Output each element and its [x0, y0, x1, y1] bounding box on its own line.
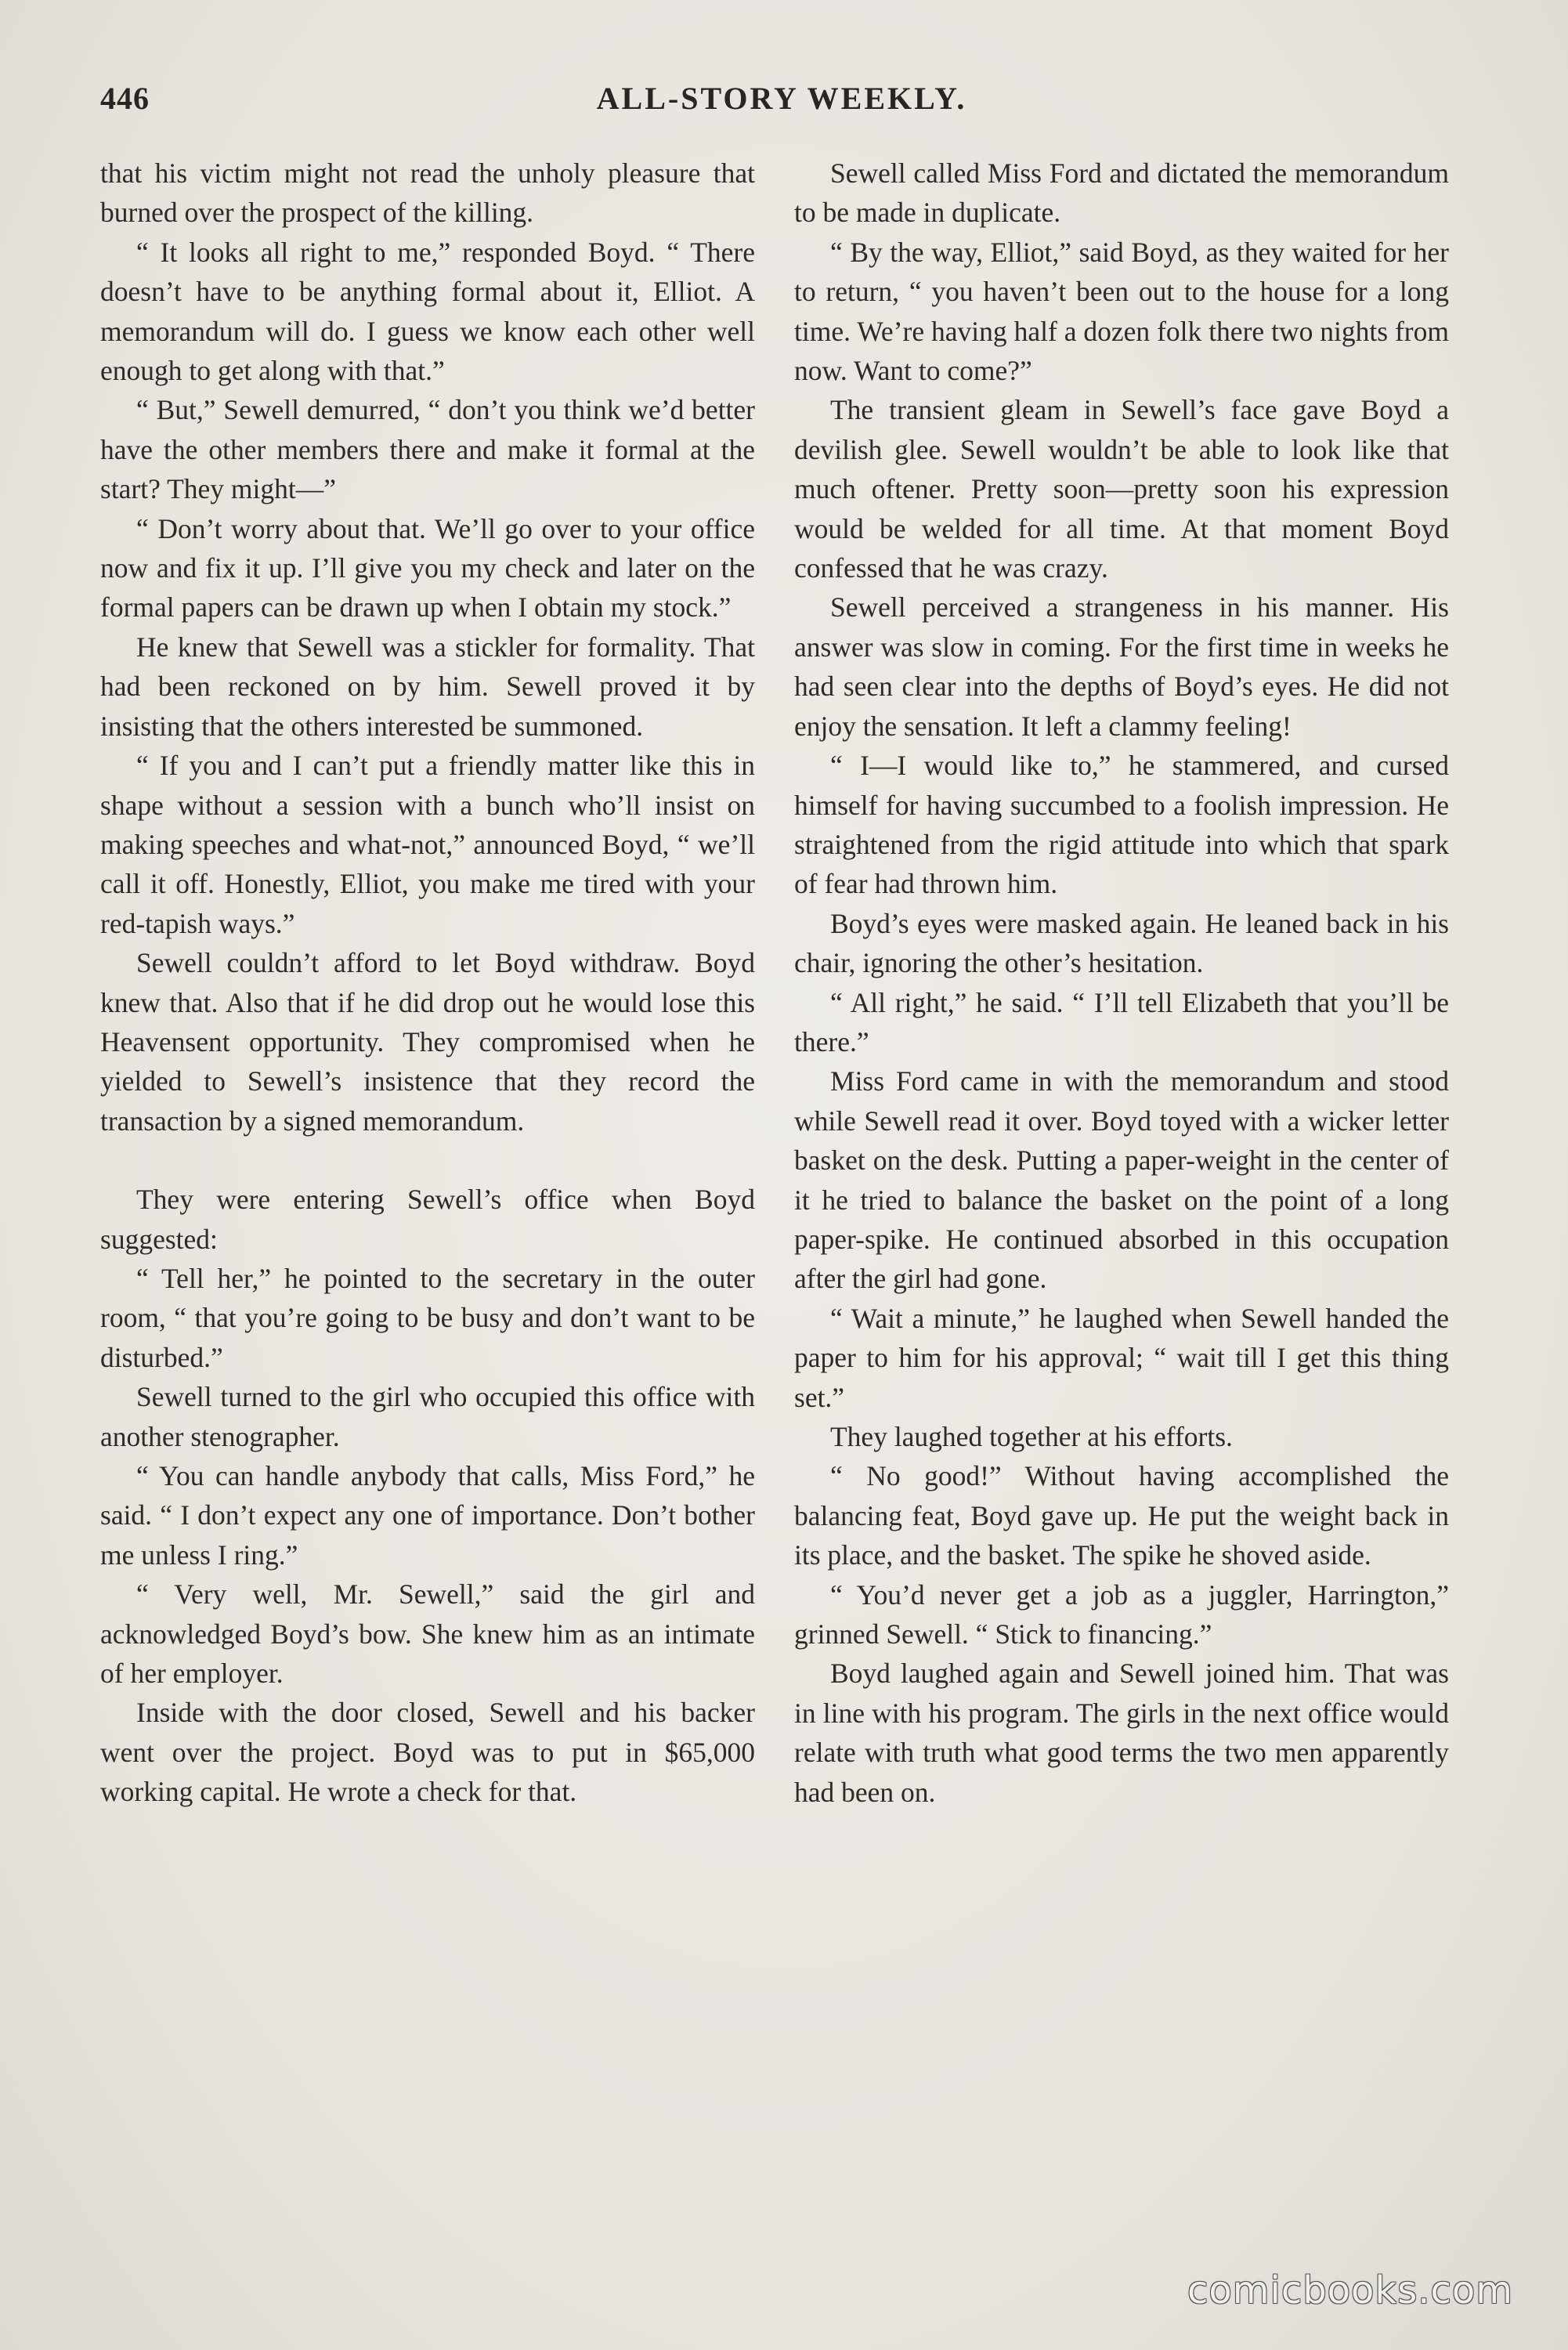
paragraph: Sewell couldn’t afford to let Boyd withdraw. Boyd knew that. Also that if he did drop out he would lose this Heavensent opportunity. They compromised when he yielded to Sewell’s insistence that they record the transaction by a signed memorandum. — [100, 947, 755, 1137]
paragraph: “ You’d never get a job as a juggler, Harrington,” grinned Sewell. “ Stick to financing.” — [794, 1578, 1449, 1650]
paragraph: Boyd’s eyes were masked again. He leaned back in his chair, ignoring the other’s hesitation. — [794, 907, 1449, 979]
page-header — [100, 80, 1463, 130]
paragraph: “ No good!” Without having accomplished the balancing feat, Boyd gave up. He put the weight back in its place, and the basket. The spike he shoved aside. — [794, 1460, 1449, 1571]
paragraph: “ It looks all right to me,” responded Boyd. “ There doesn’t have to be anything formal about it, Elliot. A memorandum will do. I guess we know each other well enough to get along with that.” — [100, 236, 755, 387]
paragraph: He knew that Sewell was a stickler for formality. That had been reckoned on by him. Sewell proved it by insisting that the others interested be summoned. — [100, 631, 755, 742]
paragraph: The transient gleam in Sewell’s face gave Boyd a devilish glee. Sewell wouldn’t be able to look like that much oftener. Pretty soon—pretty soon his expression would be welded for all time. At that moment Boyd confessed that he was crazy. — [794, 394, 1449, 584]
watermark: comicbooks.com — [1187, 2269, 1513, 2312]
paragraph: They laughed together at his efforts. — [830, 1421, 1233, 1452]
right-column — [794, 154, 1449, 1812]
paragraph: “ Tell her,” he pointed to the secretary in the outer room, “ that you’re going to be busy and don’t want to be disturbed.” — [100, 1262, 755, 1373]
paragraph: that his victim might not read the unholy pleasure that burned over the prospect of the killing. — [100, 157, 755, 229]
paragraph: Sewell turned to the girl who occupied this office with another stenographer. — [100, 1381, 755, 1452]
paragraph: “ Wait a minute,” he laughed when Sewell handed the paper to him for his approval; “ wait till I get this thing set.” — [794, 1302, 1449, 1413]
paragraph: “ If you and I can’t put a friendly matter like this in shape without a session with a bunch who’ll insist on making speeches and what-not,” announced Boyd, “ we’ll call it off. Honestly, Elliot, you make me tired with your red-tapish ways.” — [100, 750, 755, 939]
paragraph: “ All right,” he said. “ I’ll tell Elizabeth that you’ll be there.” — [794, 986, 1449, 1058]
paragraph: “ By the way, Elliot,” said Boyd, as they waited for her to return, “ you haven’t been out to the house for a long time. We’re having half a dozen folk there two nights from now. Want to come?” — [794, 236, 1449, 387]
paragraph: They were entering Sewell’s office when Boyd suggested: — [100, 1184, 755, 1255]
paragraph: “ Very well, Mr. Sewell,” said the girl and acknowledged Boyd’s bow. She knew him as an intimate of her employer. — [100, 1578, 755, 1690]
left-column — [100, 154, 755, 1812]
paragraph: “ You can handle anybody that calls, Miss Ford,” he said. “ I don’t expect any one of importance. Don’t bother me unless I ring.” — [100, 1460, 755, 1571]
paragraph: “ Don’t worry about that. We’ll go over to your office now and fix it up. I’ll give you my check and later on the formal papers can be drawn up when I obtain my stock.” — [100, 512, 755, 624]
paragraph: Miss Ford came in with the memorandum and stood while Sewell read it over. Boyd toyed with a wicker letter basket on the desk. Putting a paper-weight in the center of it he tried to balance the basket on the point of a long paper-spike. He continued absorbed in this occupation after the girl had gone. — [794, 1065, 1449, 1295]
page-number: 446 — [100, 81, 150, 116]
paragraph: “ I—I would like to,” he stammered, and cursed himself for having succumbed to a foolish impression. He straightened from the rigid attitude into which that spark of fear had thrown him. — [794, 750, 1449, 900]
paragraph: Boyd laughed again and Sewell joined him. That was in line with his program. The girls in the next office would relate with truth what good terms the two men apparently had been on. — [794, 1658, 1449, 1808]
paragraph: “ But,” Sewell demurred, “ don’t you think we’d better have the other members there and make it formal at the start? They might—” — [100, 394, 755, 505]
paragraph: Sewell called Miss Ford and dictated the memorandum to be made in duplicate. — [794, 157, 1449, 229]
paragraph: Sewell perceived a strangeness in his manner. His answer was slow in coming. For the first time in weeks he had seen clear into the depths of Boyd’s eyes. He did not enjoy the sensation. It left a clammy feeling! — [794, 591, 1449, 742]
paragraph: Inside with the door closed, Sewell and his backer went over the project. Boyd was to put in $65,000 working capital. He wrote a check for that. — [100, 1697, 755, 1808]
running-head: ALL-STORY WEEKLY. — [596, 81, 967, 116]
